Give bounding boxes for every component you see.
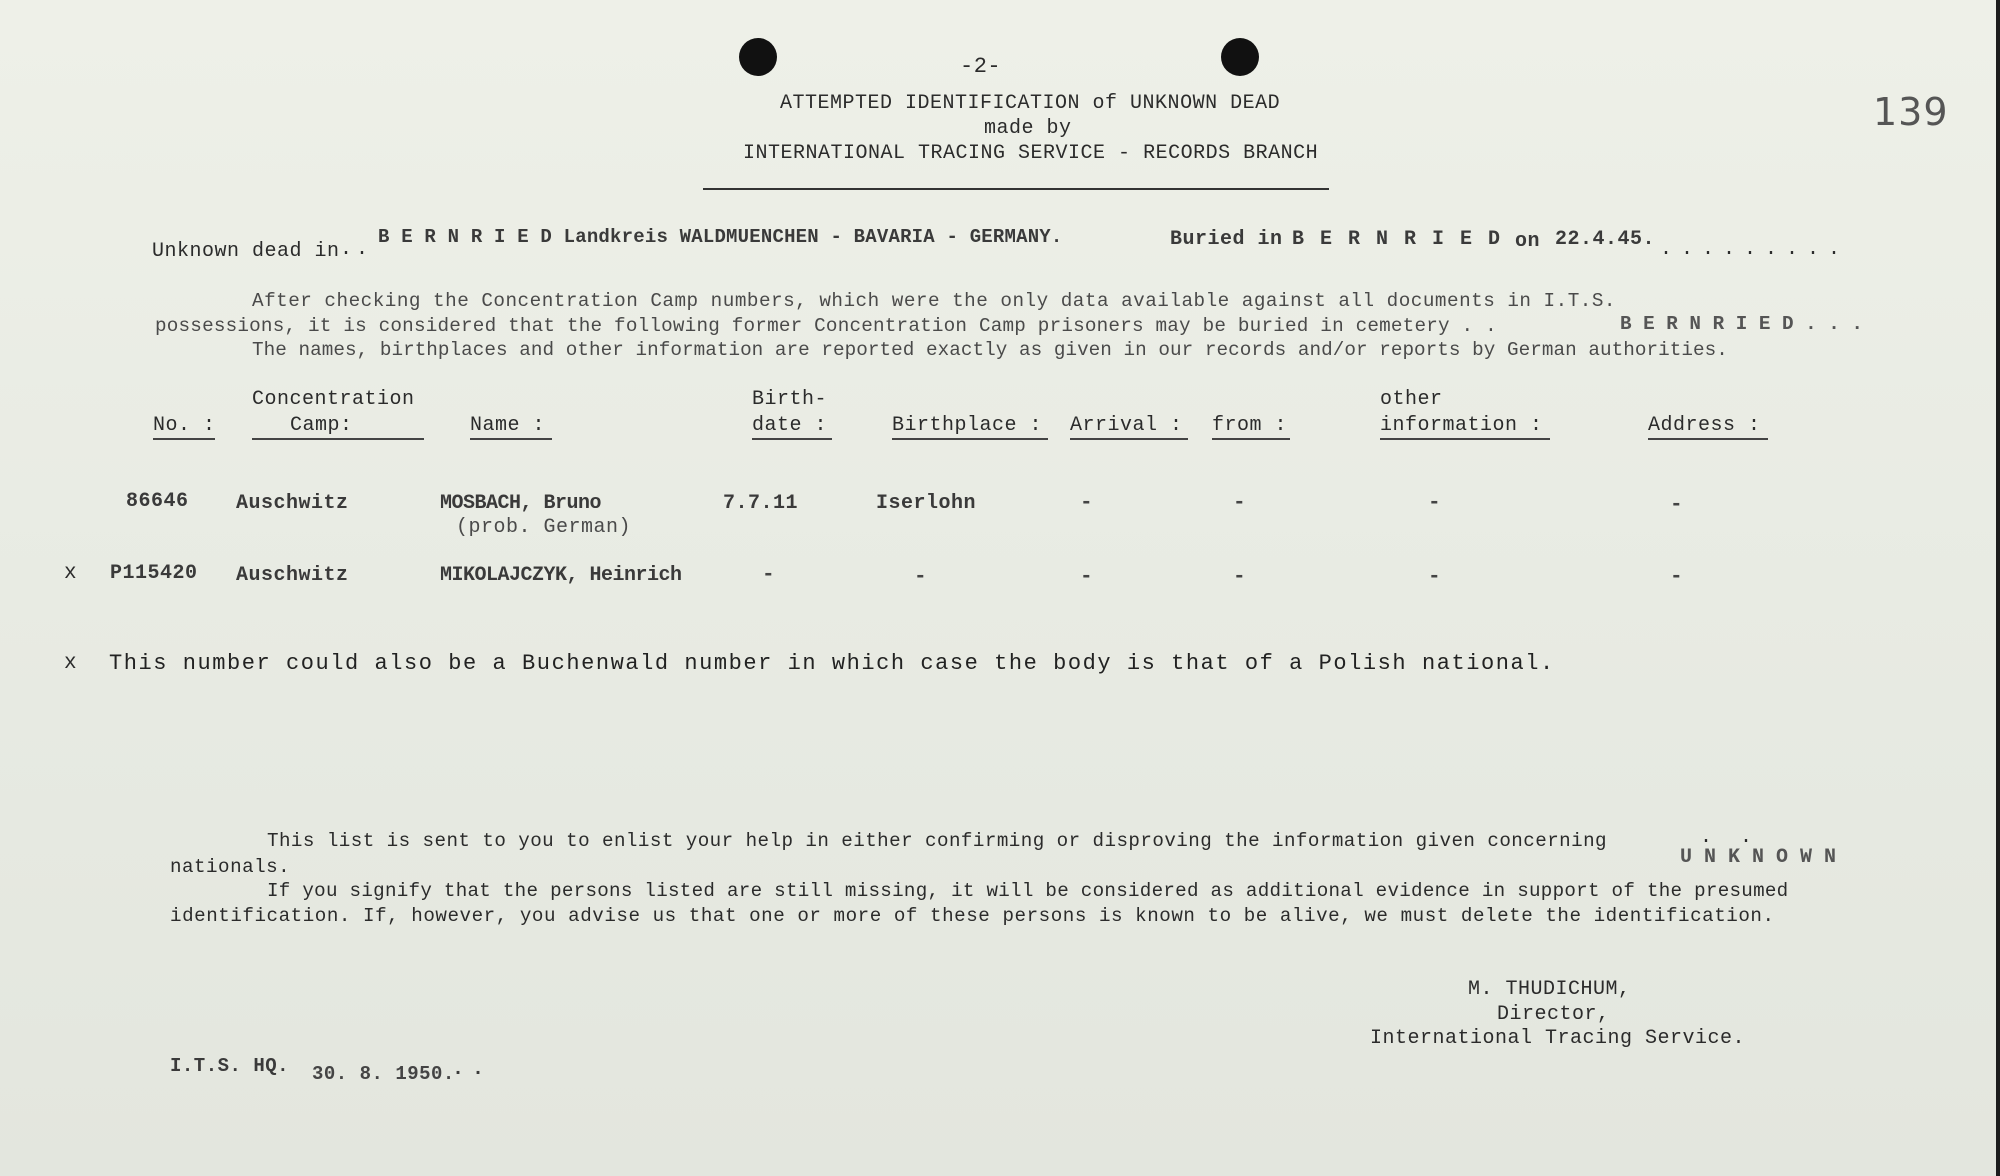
punch-hole-left xyxy=(739,38,777,76)
header-camp-top: Concentration xyxy=(252,388,415,411)
closing-dots: . . xyxy=(1700,826,1761,849)
page-number: 139 xyxy=(1873,90,1949,134)
signatory-title: Director, xyxy=(1497,1003,1610,1026)
row-arrival: - xyxy=(1080,492,1094,515)
unknown-stamp: U N K N O W N xyxy=(1680,846,1837,869)
row-arrival: - xyxy=(1080,566,1094,589)
intro-cemetery: B E R N R I E D . . . xyxy=(1620,313,1863,335)
header-arrival: Arrival : xyxy=(1070,414,1183,437)
row-birthplace: - xyxy=(914,566,928,589)
header-rule xyxy=(703,188,1329,190)
location-prefix: Unknown dead in xyxy=(152,240,340,263)
row-other: - xyxy=(1428,566,1442,589)
intro-line-1: After checking the Concentration Camp numbers, which were the only data available against all documents in I.T.S. xyxy=(252,290,1616,312)
header-no: No. : xyxy=(153,414,216,437)
made-by-label: made by xyxy=(984,117,1072,140)
header-birthdate-top: Birth- xyxy=(752,388,828,411)
row-name-note: (prob. German) xyxy=(456,516,632,539)
header-name: Name : xyxy=(470,414,546,437)
closing-line-3: If you signify that the persons listed are still missing, it will be considered as additional evidence in support of the presumed xyxy=(267,880,1789,902)
row-camp: Auschwitz xyxy=(236,492,349,515)
row-name: MOSBACH, Bruno xyxy=(440,492,602,515)
header-address-underline xyxy=(1648,438,1768,440)
row-name: MIKOLAJCZYK, Heinrich xyxy=(440,564,682,587)
burial-date: 22.4.45. xyxy=(1555,228,1656,251)
footer-dots: .. xyxy=(452,1058,493,1081)
footer-date: 30. 8. 1950. xyxy=(312,1063,455,1085)
header-arrival-underline xyxy=(1070,438,1188,440)
row-address: - xyxy=(1670,494,1684,517)
date-prefix: on xyxy=(1515,230,1541,253)
footnote-mark: x xyxy=(64,652,78,675)
header-from: from : xyxy=(1212,414,1288,437)
row-birthdate: - xyxy=(762,564,776,587)
row-number: 86646 xyxy=(126,490,189,513)
row-camp: Auschwitz xyxy=(236,564,349,587)
signatory-name: M. THUDICHUM, xyxy=(1468,978,1631,1001)
signatory-org: International Tracing Service. xyxy=(1370,1027,1746,1050)
header-address: Address : xyxy=(1648,414,1761,437)
intro-line-3: The names, birthplaces and other information are reported exactly as given in our records and/or reports by German authorities. xyxy=(252,339,1728,361)
row-birthplace: Iserlohn xyxy=(876,492,977,515)
location-place: B E R N R I E D Landkreis WALDMUENCHEN - BAVARIA - GERMANY. xyxy=(378,226,1063,248)
closing-line-2: nationals. xyxy=(170,856,291,878)
buried-label: Buried in xyxy=(1170,228,1283,251)
row-other: - xyxy=(1428,492,1442,515)
header-birthplace: Birthplace : xyxy=(892,414,1043,437)
header-camp-underline xyxy=(252,438,424,440)
closing-line-1: This list is sent to you to enlist your help in either confirming or disproving the information given concerning xyxy=(267,830,1608,852)
header-birthplace-underline xyxy=(892,438,1048,440)
intro-line-2: possessions, it is considered that the following former Concentration Camp prisoners may be buried in cemetery . . xyxy=(155,315,1497,337)
document-title: ATTEMPTED IDENTIFICATION of UNKNOWN DEAD xyxy=(780,92,1281,115)
row-from: - xyxy=(1233,566,1247,589)
cemetery-name: B E R N R I E D xyxy=(1292,228,1503,251)
closing-line-4: identification. If, however, you advise us that one or more of these persons is known to be alive, we must delete the identification. xyxy=(170,905,1775,927)
row-number: P115420 xyxy=(110,562,198,585)
footer-hq: I.T.S. HQ. xyxy=(170,1055,290,1077)
page-marker: -2- xyxy=(960,54,1002,79)
header-birthdate-underline xyxy=(752,438,832,440)
header-camp: Camp: xyxy=(290,414,353,437)
location-dots-1: .. xyxy=(340,238,373,261)
header-other: information : xyxy=(1380,414,1543,437)
header-name-underline xyxy=(470,438,552,440)
punch-hole-right xyxy=(1221,38,1259,76)
header-no-underline xyxy=(153,438,215,440)
row-birthdate: 7.7.11 xyxy=(723,492,799,515)
row-address: - xyxy=(1670,566,1684,589)
footnote-text: This number could also be a Buchenwald number in which case the body is that of a Polish national. xyxy=(109,651,1555,676)
organization-heading: INTERNATIONAL TRACING SERVICE - RECORDS BRANCH xyxy=(743,142,1319,165)
location-dots-2: ......... xyxy=(1660,238,1850,261)
header-from-underline xyxy=(1212,438,1290,440)
row-from: - xyxy=(1233,492,1247,515)
row-mark: x xyxy=(64,562,78,585)
header-birthdate: date : xyxy=(752,414,828,437)
header-other-top: other xyxy=(1380,388,1443,411)
header-other-underline xyxy=(1380,438,1550,440)
